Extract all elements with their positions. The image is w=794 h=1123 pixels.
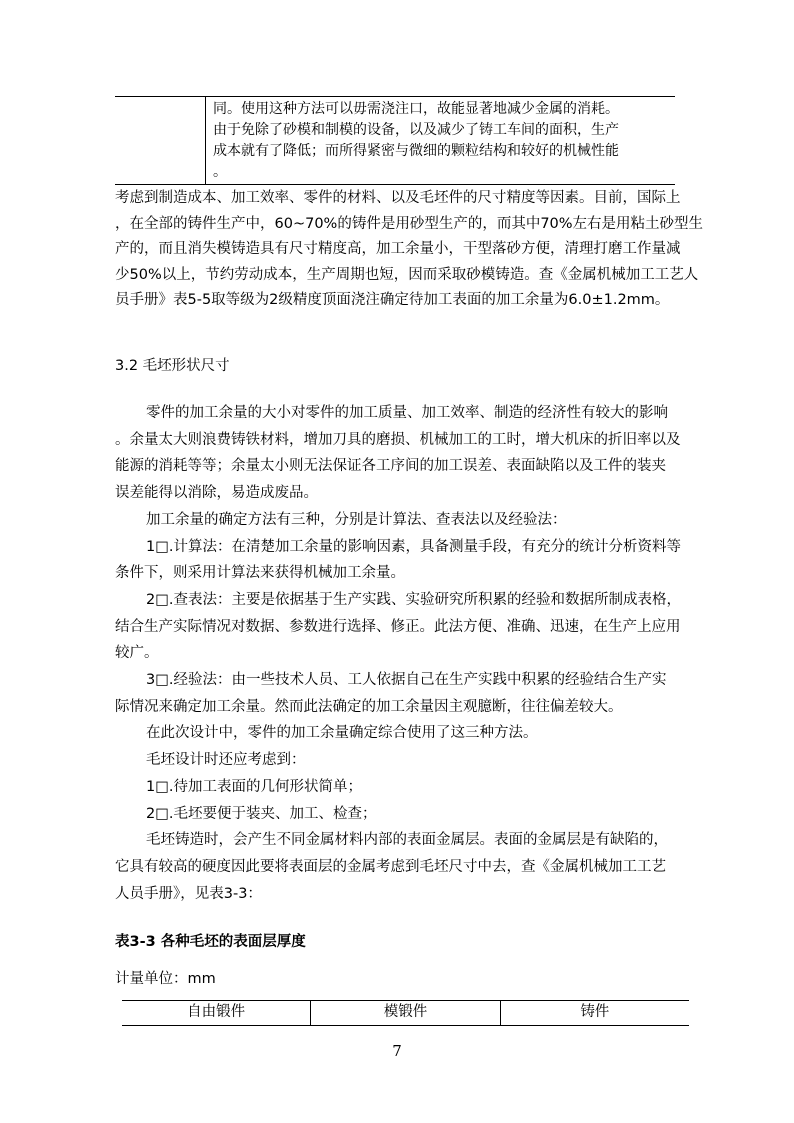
paragraph-line: 员手册》表5-5取等级为2级精度顶面浇注确定待加工表面的加工余量为6.0±1.2mm。 [115, 292, 670, 308]
body-line: 2□.毛坯要便于装夹、加工、检查； [146, 805, 377, 822]
body-line: 结合生产实际情况对数据、参数进行选择、修正。此法方便、准确、迅速，在生产上应用 [115, 618, 681, 635]
table-cell-line: 。 [213, 164, 227, 180]
body-line: 在此次设计中，零件的加工余量确定综合使用了这三种方法。 [146, 725, 538, 742]
paragraph-line: ，在全部的铸件生产中，60~70%的铸件是用砂型生产的，而其中70%左右是用粘土砂型生 [115, 215, 704, 232]
paragraph-line: 考虑到制造成本、加工效率、零件的材料、以及毛坯件的尺寸精度等因素。目前，国际上 [115, 190, 681, 206]
surface-layer-table [122, 1000, 689, 1026]
table-cell-line: 由于免除了砂模和制模的设备，以及减少了铸工车间的面积，生产 [213, 122, 619, 138]
page-number: 7 [392, 1042, 402, 1060]
intro-paragraph [115, 186, 703, 314]
body-line: 加工余量的确定方法有三种，分别是计算法、查表法以及经验法： [146, 511, 567, 528]
body-line: 2□.查表法：主要是依据基于生产实践、实验研究所积累的经验和数据所制成表格， [146, 591, 682, 608]
body-line: 人员手册》，见表3-3： [115, 885, 262, 902]
table-header-casting: 铸件 [580, 1004, 610, 1020]
table-cell-line: 成本就有了降低；而所得紧密与微细的颗粒结构和较好的机械性能 [213, 143, 619, 159]
body-line: 较广。 [115, 645, 159, 662]
table-header-free-forging: 自由锻件 [122, 1001, 311, 1025]
body-text [115, 400, 681, 907]
continued-table [115, 96, 675, 185]
paragraph-line: 少50%以上，节约劳动成本，生产周期也短，因而采取砂模铸造。查《金属机械加工工艺人 [115, 266, 699, 283]
body-line: 能源的消耗等等；余量太小则无法保证各工序间的加工误差、表面缺陷以及工件的装夹 [115, 458, 666, 475]
unit-label: 计量单位：mm [115, 971, 216, 987]
body-line: 毛坯铸造时，会产生不同金属材料内部的表面金属层。表面的金属层是有缺陷的， [146, 832, 668, 849]
body-line: 1□.待加工表面的几何形状简单； [146, 778, 363, 795]
section-heading: 3.2 毛坯形状尺寸 [115, 358, 230, 374]
body-line: 际情况来确定加工余量。然而此法确定的加工余量因主观臆断，往往偏差较大。 [115, 698, 623, 715]
body-line: 它具有较高的硬度因此要将表面层的金属考虑到毛坯尺寸中去，查《金属机械加工工艺 [115, 858, 666, 875]
body-line: 毛坯设计时还应考虑到： [146, 752, 306, 769]
body-line: 3□.经验法：由一些技术人员、工人依据自己在生产实践中积累的经验结合生产实 [146, 672, 667, 689]
table-caption: 表3-3 各种毛坯的表面层厚度 [115, 934, 306, 950]
body-line: 零件的加工余量的大小对零件的加工质量、加工效率、制造的经济性有较大的影响 [146, 405, 668, 421]
body-line: 误差能得以消除，易造成废品。 [115, 485, 318, 502]
paragraph-line: 产的，而且消失模铸造具有尺寸精度高，加工余量小，干型落砂方便，清理打磨工作量减 [115, 241, 681, 257]
body-line: 1□.计算法：在清楚加工余量的影响因素，具备测量手段，有充分的统计分析资料等 [146, 538, 682, 555]
table-cell-line: 同。使用这种方法可以毋需浇注口，故能显著地减少金属的消耗。 [213, 101, 619, 117]
table-cell-text [213, 99, 673, 183]
body-line: 。余量太大则浪费铸铁材料，增加刀具的磨损、机械加工的工时，增大机床的折旧率以及 [115, 431, 681, 448]
table-header-die-forging: 模锻件 [311, 1001, 500, 1025]
body-line: 条件下，则采用计算法来获得机械加工余量。 [115, 565, 405, 582]
table-column-divider [205, 97, 206, 184]
